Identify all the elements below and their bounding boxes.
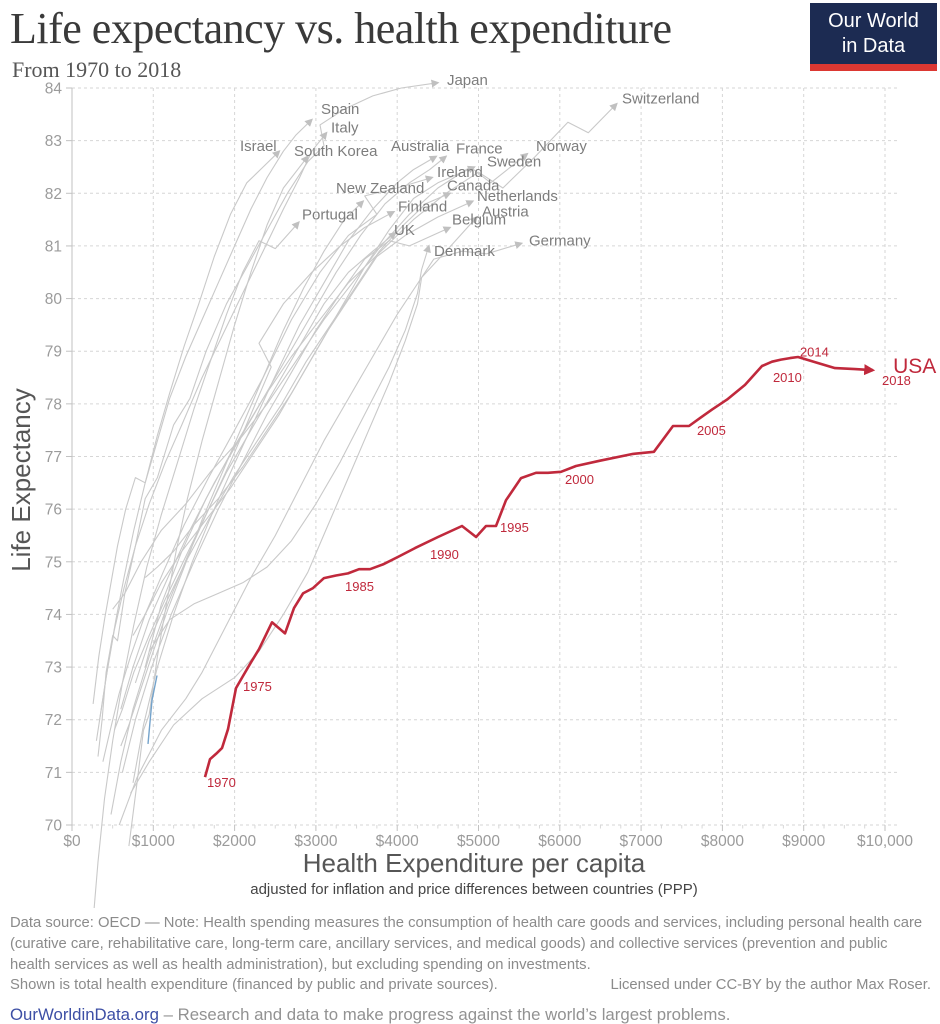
x-tick-label-6000: $6000	[538, 833, 582, 850]
chart-title: Life expectancy vs. health expenditure	[10, 4, 672, 53]
country-line-denmark	[149, 246, 429, 651]
country-label-portugal: Portugal	[301, 206, 358, 224]
country-line-germany	[131, 243, 522, 793]
usa-year-label-1990: 1990	[429, 546, 459, 562]
footer-note: Data source: OECD — Note: Health spending measures the consumption of health care goods and services, including personal health care (curative care, rehabilitative care, long-term care, ancillary services, and medical goods) and collective services (prevention and public health services as well as health administration), but excluding spending on investments.	[10, 915, 923, 973]
usa-line-layer	[205, 344, 936, 790]
owid-logo-line1: Our World	[828, 10, 919, 32]
y-tick-label-77: 77	[44, 449, 62, 466]
country-line-sweden	[145, 167, 474, 578]
country-line-south-korea	[129, 156, 308, 846]
footer-row	[10, 975, 931, 996]
x-axis-title: Health Expenditure per capita	[302, 848, 646, 878]
usa-series-label: USA	[893, 354, 937, 378]
x-tick-label-3000: $3000	[294, 833, 338, 850]
country-label-finland: Finland	[398, 198, 448, 216]
usa-year-label-2018: 2018	[881, 373, 911, 389]
country-label-belgium: Belgium	[451, 211, 507, 229]
usa-year-label-2000: 2000	[565, 472, 594, 488]
usa-year-label-1985: 1985	[345, 579, 374, 595]
x-tick-label-10000: $10,000	[856, 833, 914, 850]
x-tick-label-0: $0	[63, 833, 81, 850]
y-tick-label-73: 73	[44, 659, 62, 677]
footer-license: Licensed under CC-BY by the author Max Roser.	[610, 977, 931, 994]
x-tick-label-9000: $9000	[782, 833, 826, 850]
country-label-uk: UK	[394, 222, 415, 240]
country-label-canada: Canada	[446, 177, 500, 195]
country-label-austria: Austria	[481, 203, 529, 221]
country-line-israel	[96, 151, 279, 741]
usa-year-label-2014: 2014	[799, 344, 829, 360]
country-label-sweden: Sweden	[486, 153, 542, 171]
y-tick-label-79: 79	[44, 343, 62, 361]
country-labels-layer	[240, 72, 700, 260]
owid-site-link[interactable]: OurWorldinData.org	[10, 1005, 159, 1024]
y-tick-label-70: 70	[44, 817, 62, 835]
country-line-portugal	[92, 222, 298, 908]
country-label-south-korea: South Korea	[294, 143, 378, 161]
footer	[10, 913, 931, 1024]
usa-line	[205, 357, 873, 777]
x-tick-label-8000: $8000	[700, 833, 744, 850]
y-tick-label-75: 75	[44, 554, 62, 572]
country-label-japan: Japan	[446, 72, 488, 90]
y-tick-label-83: 83	[44, 133, 62, 151]
x-tick-label-7000: $7000	[619, 833, 663, 850]
country-label-netherlands: Netherlands	[476, 187, 558, 205]
country-label-spain: Spain	[321, 101, 360, 119]
country-label-israel: Israel	[239, 137, 277, 155]
y-tick-label-78: 78	[44, 396, 62, 414]
country-label-switzerland: Switzerland	[621, 90, 700, 108]
country-line-ireland	[103, 178, 432, 762]
country-line-australia	[133, 156, 436, 783]
x-tick-label-1000: $1000	[131, 833, 175, 850]
country-label-italy: Italy	[331, 119, 359, 137]
usa-year-label-2010: 2010	[772, 370, 802, 386]
usa-year-label-1995: 1995	[499, 520, 529, 536]
country-label-australia: Australia	[391, 137, 450, 155]
y-tick-label-72: 72	[44, 712, 62, 730]
y-tick-label-82: 82	[44, 185, 62, 203]
country-label-norway: Norway	[535, 137, 587, 155]
usa-year-label-1970: 1970	[206, 774, 236, 790]
country-line-italy	[100, 133, 327, 720]
owid-logo-line2: in Data	[841, 35, 906, 57]
country-line-netherlands	[133, 201, 473, 635]
country-label-ireland: Ireland	[437, 164, 483, 182]
y-tick-label-71: 71	[44, 764, 62, 782]
x-axis-note: adjusted for inflation and price differences between countries (PPP)	[250, 881, 698, 898]
x-tick-label-2000: $2000	[213, 833, 257, 850]
usa-year-label-2005: 2005	[696, 423, 726, 439]
x-tick-label-4000: $4000	[375, 833, 419, 850]
country-label-germany: Germany	[528, 232, 591, 250]
usa-year-label-1975: 1975	[242, 679, 272, 695]
country-line-new-zealand	[121, 201, 363, 746]
y-tick-label-80: 80	[44, 291, 62, 309]
y-tick-label-74: 74	[44, 606, 62, 624]
country-label-new-zealand: New Zealand	[335, 180, 425, 198]
y-tick-label-84: 84	[44, 80, 62, 98]
site-line	[10, 1005, 931, 1024]
country-label-denmark: Denmark	[434, 243, 495, 261]
footer-tagline: – Research and data to make progress against the world’s largest problems.	[163, 1005, 731, 1024]
country-label-france: France	[455, 140, 503, 158]
footer-shown: Shown is total health expenditure (financed by public and private sources).	[10, 977, 498, 994]
y-tick-label-76: 76	[44, 501, 62, 519]
chart-subtitle: From 1970 to 2018	[12, 57, 182, 82]
y-tick-label-81: 81	[44, 238, 62, 256]
y-axis-title: Life Expectancy	[6, 388, 36, 572]
x-tick-label-5000: $5000	[456, 833, 501, 850]
